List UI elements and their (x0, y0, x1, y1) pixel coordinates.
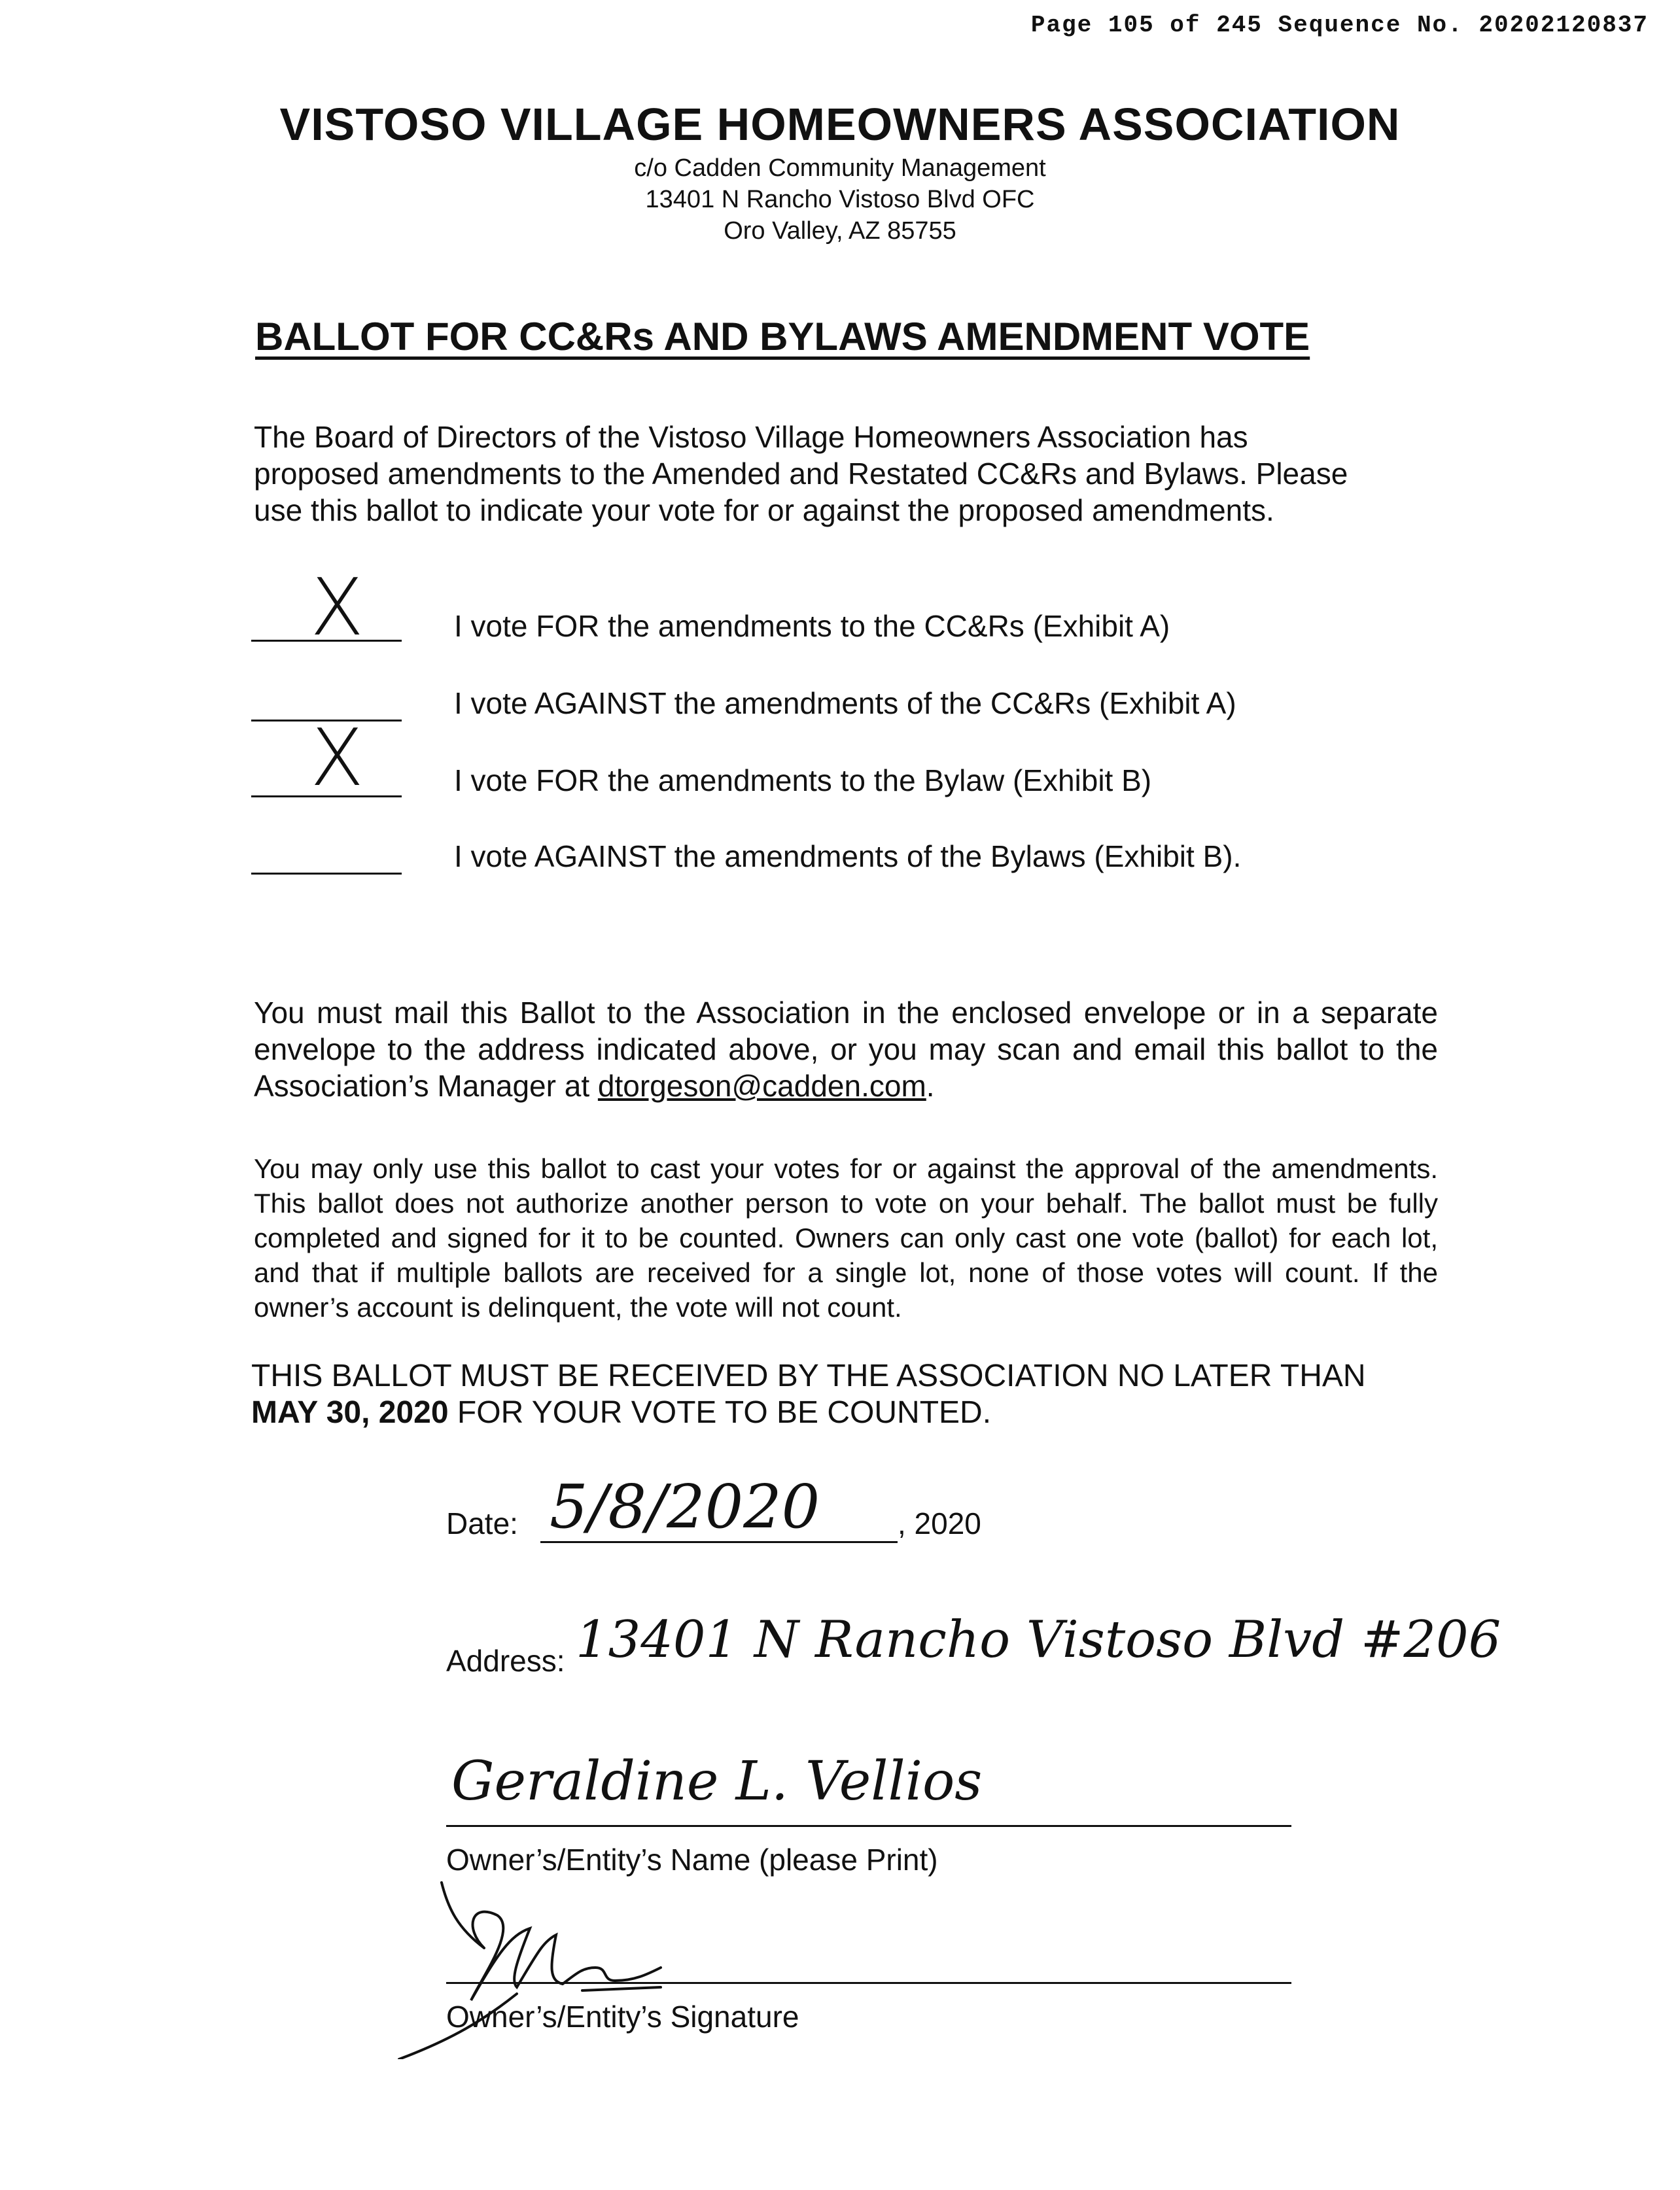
deadline-date: MAY 30, 2020 (251, 1395, 449, 1430)
vote-option-label-4: I vote AGAINST the amendments of the Bylaws (Exhibit B). (454, 839, 1242, 873)
owner-signature-line (446, 1982, 1291, 1984)
vote-line-3[interactable] (251, 795, 402, 797)
manager-email-link[interactable]: dtorgeson@cadden.com (597, 1069, 926, 1103)
date-label: Date: (446, 1506, 518, 1540)
vote-option-label-1: I vote FOR the amendments to the CC&Rs (Exhibit A) (454, 609, 1170, 643)
rules-paragraph: You may only use this ballot to cast your votes for or against the approval of the amendments. This ballot does not authorize another person to vote on your behalf. The ballot must be fully completed and signed for it to be counted. Owners can only cast one vote (ballot) for each lot, and that if multiple ballots are received for a single lot, none of those votes will count. If the owner’s account is delinquent, the vote will not count. (254, 1153, 1438, 1323)
vote-line-1[interactable] (251, 640, 402, 642)
mail-instructions (254, 994, 1438, 1104)
vote-options (251, 563, 1363, 890)
deadline-line-2-rest: FOR YOUR VOTE TO BE COUNTED. (448, 1395, 992, 1430)
deadline-notice (251, 1358, 1448, 1431)
vote-mark-1: X (310, 563, 364, 653)
ballot-title: BALLOT FOR CC&Rs AND BYLAWS AMENDMENT VOTE (255, 315, 1310, 358)
owner-name-handwritten: Geraldine L. Vellios (451, 1750, 983, 1813)
mail-instructions-text: You must mail this Ballot to the Association in the enclosed envelope or in a separate envelope to the address indicated above, or you may scan and email this ballot to the Association’s Manager at (254, 996, 1438, 1103)
page-sequence-header: Page 105 of 245 Sequence No. 20202120837 (1030, 12, 1649, 39)
deadline-line-2 (251, 1395, 1448, 1431)
owner-name-label: Owner’s/Entity’s Name (please Print) (446, 1843, 938, 1877)
owner-signature-label: Owner’s/Entity’s Signature (446, 2000, 799, 2034)
address-line-3: Oro Valley, AZ 85755 (724, 217, 956, 245)
address-label: Address: (446, 1644, 565, 1678)
address-line-2: 13401 N Rancho Vistoso Blvd OFC (645, 186, 1035, 213)
organization-name: VISTOSO VILLAGE HOMEOWNERS ASSOCIATION (279, 99, 1401, 150)
vote-line-4[interactable] (251, 873, 402, 875)
owner-name-line[interactable] (446, 1825, 1291, 1827)
deadline-line-1: THIS BALLOT MUST BE RECEIVED BY THE ASSOCIATION NO LATER THAN (251, 1359, 1366, 1393)
date-handwritten: 5/8/2020 (550, 1472, 820, 1542)
address-handwritten[interactable]: 13401 N Rancho Vistoso Blvd #206 (576, 1610, 1501, 1669)
mail-instructions-suffix: . (926, 1069, 935, 1103)
intro-paragraph: The Board of Directors of the Vistoso Village Homeowners Association has proposed amendments to the Amended and Restated CC&Rs and Bylaws. Please use this ballot to indicate your vote for or against the proposed amendments. (254, 420, 1348, 527)
vote-option-label-2: I vote AGAINST the amendments of the CC&Rs (Exhibit A) (454, 686, 1236, 720)
date-suffix: , 2020 (898, 1506, 981, 1540)
address-line-1: c/o Cadden Community Management (634, 154, 1046, 182)
vote-option-label-3: I vote FOR the amendments to the Bylaw (Exhibit B) (454, 763, 1152, 797)
vote-mark-3: X (310, 713, 364, 804)
